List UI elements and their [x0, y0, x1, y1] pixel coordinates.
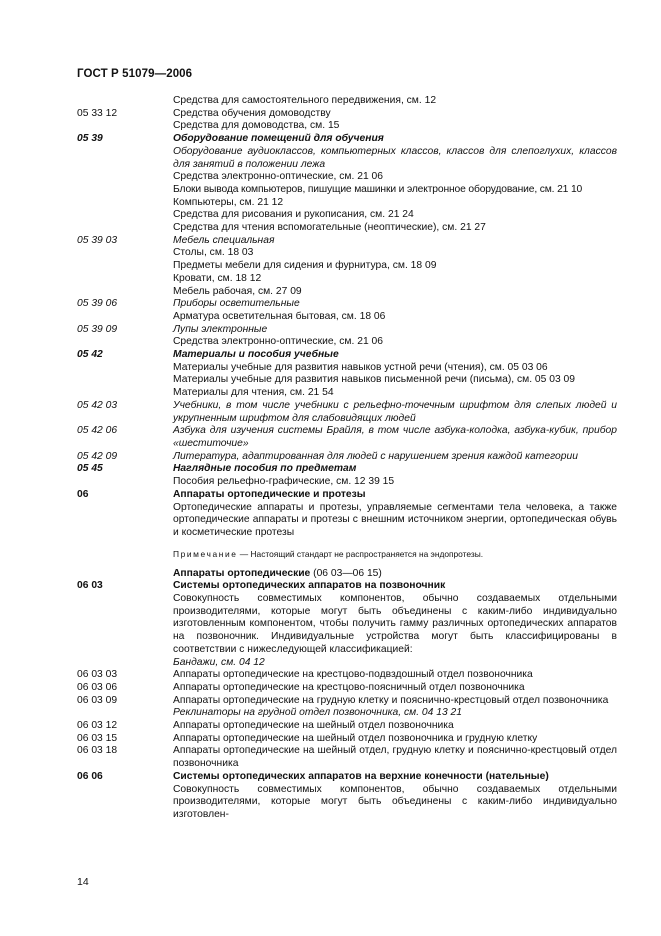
entry-text: Средства для домоводства, см. 15 [173, 120, 340, 132]
entry-text: Средства для рисования и рукописания, см. 21 24 [173, 209, 414, 221]
list-item [77, 374, 617, 387]
entry-code: 06 03 06 [77, 681, 118, 693]
list-item [77, 247, 617, 260]
entry-text: Материалы для чтения, см. 21 54 [173, 387, 334, 399]
entry-code: 06 06 [77, 770, 103, 782]
entry-text: Совокупность совместимых компонентов, обычно создаваемых отдельными производителями, которые могут быть объединены с каким-либо индивидуально изготовлен- [173, 783, 617, 820]
entry-range: (06 03—06 15) [310, 567, 382, 579]
list-item [77, 784, 617, 822]
entry-text: Аппараты ортопедические на шейный отдел, грудную клетку и пояснично-крестцовый отдел позвоночника [173, 745, 617, 770]
entry-text: Пособия рельефно-графические, см. 12 39 15 [173, 476, 395, 488]
list-item [77, 349, 617, 362]
list-item [77, 733, 617, 746]
list-item [77, 184, 617, 197]
document-header: ГОСТ Р 51079—2006 [77, 68, 193, 80]
list-item [77, 387, 617, 400]
entry-text: Кровати, см. 18 12 [173, 272, 262, 284]
entry-code: 05 39 [77, 133, 103, 145]
entry-text [173, 568, 617, 581]
list-item [77, 324, 617, 337]
list-item [77, 425, 617, 450]
entry-text: Аппараты ортопедические на грудную клетку и пояснично-крестцовый отдел позвоночника [173, 694, 609, 706]
list-item [77, 298, 617, 311]
list-item [77, 771, 617, 784]
entry-text: Средства обучения домоводству [173, 107, 331, 119]
list-item [77, 476, 617, 489]
entry-code: 06 03 09 [77, 694, 118, 706]
entry-text: Арматура осветительная бытовая, см. 18 06 [173, 310, 386, 322]
entry-text: Совокупность совместимых компонентов, обычно создаваемых отдельными производителями, которые могут быть объединены с каким-либо индивидуально изготовленным компонентом, чтобы получить гамму различных ортопедических аппаратов на позвоночник. Индивидуальные устройства могут быть классифицированы в соответствии с нижеследующей классификацией: [173, 593, 617, 655]
entry-code: 06 03 03 [77, 669, 118, 681]
list-item [77, 362, 617, 375]
list-item [77, 133, 617, 146]
list-item [77, 720, 617, 733]
entry-heading: Наглядные пособия по предметам [173, 463, 357, 475]
entry-heading: Аппараты ортопедические [173, 567, 311, 579]
entry-text: Компьютеры, см. 21 12 [173, 196, 284, 208]
entry-text: Оборудование аудиоклассов, компьютерных классов, классов для слепоглухих, классов для занятий в положении лежа [173, 145, 617, 170]
list-item [77, 502, 617, 540]
entry-text: Реклинаторы на грудной отдел позвоночника, см. 04 13 21 [173, 707, 463, 719]
entry-code: 06 03 12 [77, 720, 118, 732]
entry-text: Мебель специальная [173, 234, 275, 246]
list-item [77, 336, 617, 349]
entry-heading: Системы ортопедических аппаратов на верхние конечности (нательные) [173, 770, 549, 782]
entry-text: Аппараты ортопедические на шейный отдел позвоночника и грудную клетку [173, 732, 538, 744]
note-label: Примечание [173, 548, 238, 559]
list-item [77, 146, 617, 171]
list-item [77, 451, 617, 464]
entry-text: Столы, см. 18 03 [173, 247, 254, 259]
list-item [77, 209, 617, 222]
entry-text: Блоки вывода компьютеров, пишущие машинки и электронное оборудование, см. 21 10 [173, 183, 583, 195]
list-item [77, 95, 617, 108]
note [77, 548, 617, 560]
entry-code: 05 45 [77, 463, 103, 475]
list-item [77, 463, 617, 476]
entry-text: Бандажи, см. 04 12 [173, 656, 265, 668]
entry-heading: Оборудование помещений для обучения [173, 133, 384, 145]
entry-text: Предметы мебели для сидения и фурнитура, см. 18 09 [173, 260, 437, 272]
entry-text: Средства для самостоятельного передвижения, см. 12 [173, 95, 437, 106]
entry-text: Мебель рабочая, см. 27 09 [173, 285, 302, 297]
entry-text: Учебники, в том числе учебники с рельефно-точечным шрифтом для слепых людей и укрупненным шрифтом для слабовидящих людей [173, 399, 617, 424]
entry-code: 06 03 [77, 580, 103, 592]
list-item [77, 108, 617, 121]
entry-text: Средства электронно-оптические, см. 21 06 [173, 336, 383, 348]
list-item [77, 580, 617, 593]
list-item [77, 171, 617, 184]
list-item [77, 593, 617, 657]
entry-code: 05 42 03 [77, 399, 118, 411]
note-body: — Настоящий стандарт не распространяется на эндопротезы. [237, 548, 484, 559]
list-item [77, 568, 617, 581]
list-item [77, 657, 617, 670]
list-item [77, 489, 617, 502]
entry-code: 05 42 09 [77, 450, 118, 462]
entry-heading: Системы ортопедических аппаратов на позвоночник [173, 580, 446, 592]
entry-text: Аппараты ортопедические на крестцово-поясничный отдел позвоночника [173, 681, 525, 693]
list-item [77, 273, 617, 286]
list-item [77, 745, 617, 770]
list-item [77, 400, 617, 425]
list-item [77, 695, 617, 708]
entry-text: Лупы электронные [173, 323, 268, 335]
entry-code: 06 [77, 488, 89, 500]
entry-text: Средства электронно-оптические, см. 21 06 [173, 171, 383, 183]
list-item [77, 197, 617, 210]
list-item [77, 682, 617, 695]
entry-heading: Материалы и пособия учебные [173, 349, 339, 361]
entry-code: 06 03 15 [77, 732, 118, 744]
entry-text: Материалы учебные для развития навыков письменной речи (письма), см. 05 03 09 [173, 374, 575, 386]
list-item [77, 235, 617, 248]
entry-code: 05 33 12 [77, 107, 118, 119]
entry-code: 05 39 06 [77, 298, 118, 310]
entry-text: Азбука для изучения системы Брайля, в том числе азбука-колодка, азбука-кубик, прибор «шеститочие» [173, 425, 617, 449]
entry-code: 05 42 [77, 349, 103, 361]
list-item [77, 707, 617, 720]
list-item [77, 311, 617, 324]
entry-text: Ортопедические аппараты и протезы, управляемые сегментами тела человека, а также ортопедические аппараты и протезы с внешним источником энергии, ортопедическая обувь и косметические протезы [173, 501, 617, 538]
list-item [77, 222, 617, 235]
list-item [77, 669, 617, 682]
entry-heading: Аппараты ортопедические и протезы [173, 488, 366, 500]
entry-code: 05 39 09 [77, 323, 118, 335]
classification-table [77, 95, 617, 822]
entry-code: 06 03 18 [77, 745, 118, 757]
entry-code: 05 39 03 [77, 234, 118, 246]
entry-text: Средства для чтения вспомогательные (неоптические), см. 21 27 [173, 222, 486, 234]
entry-text: Аппараты ортопедические на шейный отдел позвоночника [173, 720, 454, 732]
entry-text: Приборы осветительные [173, 298, 300, 310]
entry-code: 05 42 06 [77, 425, 118, 437]
entry-text: Материалы учебные для развития навыков устной речи (чтения), см. 05 03 06 [173, 361, 548, 373]
list-item [77, 120, 617, 133]
note-text [173, 548, 617, 560]
entry-text: Аппараты ортопедические на крестцово-подвздошный отдел позвоночника [173, 669, 533, 681]
page-number: 14 [77, 876, 89, 888]
entry-text: Литература, адаптированная для людей с нарушением зрения каждой категории [173, 450, 578, 462]
list-item [77, 260, 617, 273]
list-item [77, 286, 617, 299]
